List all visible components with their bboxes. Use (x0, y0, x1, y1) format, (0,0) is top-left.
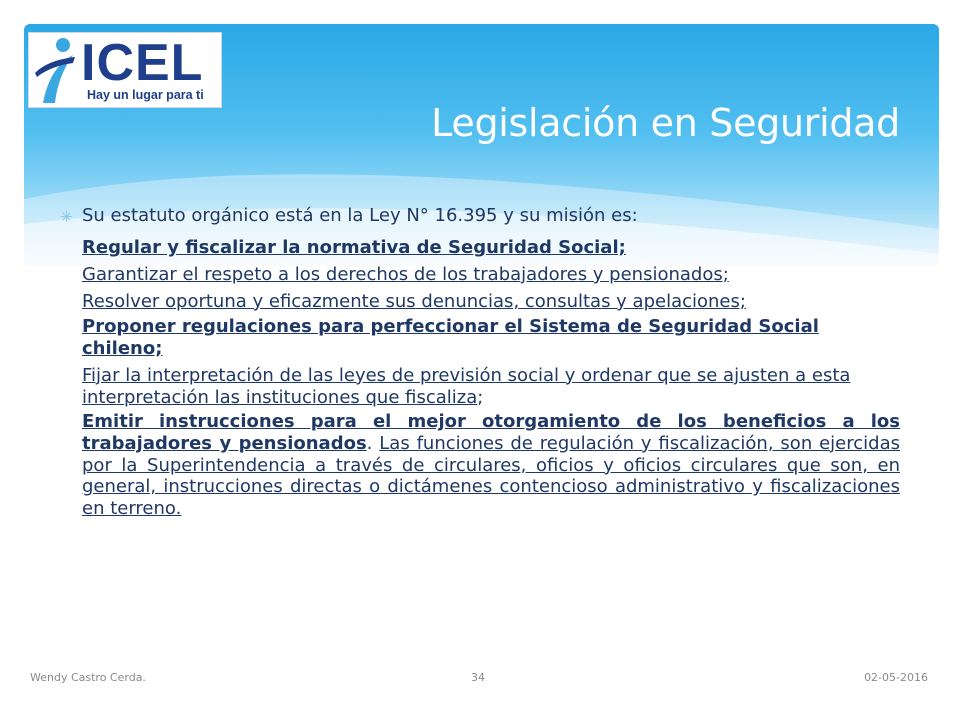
mission-item-3: Resolver oportuna y eficazmente sus denuncias, consultas y apelaciones; (82, 290, 746, 312)
mission-item-5-separator: ; (477, 386, 484, 408)
slide-content (60, 205, 900, 520)
logo-wordmark: ICEL (81, 34, 204, 92)
logo-figure-icon (29, 33, 85, 107)
mission-item-5-text: Fijar la interpretación de las leyes de previsión social y ordenar que se ajusten a esta interpretación las instituciones que fiscaliza (82, 364, 851, 408)
icel-logo (28, 32, 222, 108)
mission-item-1: Regular y fiscalizar la normativa de Seguridad Social; (82, 236, 626, 258)
mission-item-6-separator: . (366, 432, 380, 454)
mission-item-6-text: Emitir instrucciones para el mejor otorgamiento de los beneficios a los trabajadores y pensionados (82, 410, 900, 454)
footer-date: 02-05-2016 (864, 671, 928, 684)
footer-page-number: 34 (471, 671, 485, 684)
slide-title: Legislación en Seguridad (431, 101, 900, 146)
functions-text: Las funciones de regulación y fiscalización, son ejercidas por la Superintendencia a través de circulares, oficios y oficios circulares que son, en general, instrucciones directas o dictámenes contencioso administrativo y fiscalizaciones en terreno. (82, 432, 900, 520)
asterisk-bullet-icon: ✳ (60, 208, 73, 226)
intro-text: Su estatuto orgánico está en la Ley N° 16.395 y su misión es: (82, 205, 638, 226)
bullet-list-item (60, 205, 900, 520)
logo-tagline: Hay un lugar para ti (87, 88, 204, 102)
mission-item-4: Proponer regulaciones para perfeccionar el Sistema de Seguridad Social chileno; (82, 315, 819, 359)
mission-item-5 (82, 365, 900, 409)
mission-item-2: Garantizar el respeto a los derechos de los trabajadores y pensionados; (82, 263, 729, 285)
footer-author: Wendy Castro Cerda. (30, 671, 146, 684)
mission-item-6 (82, 411, 900, 521)
